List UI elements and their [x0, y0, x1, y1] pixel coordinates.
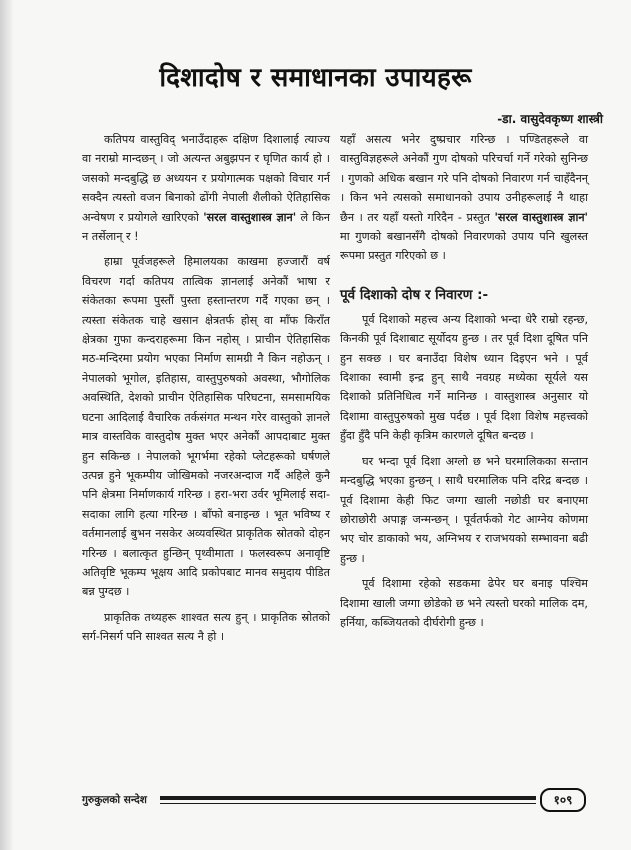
right-paragraph-3: घर भन्दा पूर्व दिशा अग्लो छ भने घरमालिकका सन्तान मन्दबुद्धि भएका हुन्छन् । साथै घरमालिक पनि दरिद्र बन्दछ । पूर्व दिशामा केही फिट जग्गा खाली नछोडी घर बनाएमा छोराछोरी अपाङ्ग जन्मन्छन् । पूर्वतर्फको गेट आग्नेय कोणमा भए चोर डाकाको भय, अग्निभय र राजभयको सम्भावना बढी हुन्छ ।	[340, 454, 588, 565]
page-edge-shadow	[0, 0, 14, 850]
book-title-highlight: 'सरल वास्तुशास्त्र ज्ञान'	[203, 210, 297, 224]
footer-rule-thick	[160, 796, 536, 800]
right-column	[340, 130, 588, 638]
left-paragraph-1: कतिपय वास्तुविद् भनाउँदाहरू दक्षिण दिशालाई त्याज्य वा नराम्रो मान्दछन् । जो अत्यन्त अबुझपन र घृणित कार्य हो । जसको मन्दबुद्धि छ अध्ययन र प्रयोगात्मक पक्षको विचार गर्न सक्दैन त्यस्तो वजन बिनाको ढोंगी नेपाली शैलीको ऐतिहासिक अन्वेषण र प्रयोगले खारिएको 'सरल वास्तुशास्त्र ज्ञान' ले किन न तर्सेलान् र !	[82, 133, 330, 244]
section-heading: पूर्व दिशाको दोष र निवारण :-	[340, 286, 489, 303]
publication-name: गुरुकुलको सन्देश	[82, 794, 147, 806]
right-paragraph-2: पूर्व दिशाको महत्त्व अन्य दिशाको भन्दा धेरै राम्रो रहन्छ, किनकी पूर्व दिशाबाट सूर्योदय हुन्छ । तर पूर्व दिशा दूषित पनि हुन सक्छ । घर बनाउँदा विशेष ध्यान दिइएन भने । पूर्व दिशाका स्वामी इन्द्र हुन् साथै नवग्रह मध्येका सूर्यले यस दिशाको प्रतिनिधित्व गर्ने मानिन्छ । वास्तुशास्त्र अनुसार यो दिशामा वास्तुपुरुषको मुख पर्दछ । पूर्व दिशा विशेष महत्त्वको हुँदा हुँदै पनि केही कृत्रिम कारणले दूषित बन्दछ ।	[340, 312, 588, 443]
right-paragraph-1: यहाँ असत्य भनेर दुष्प्रचार गरिन्छ । पण्डितहरूले वा वास्तुविज्ञहरूले अनेकौं गुण दोषको परिचर्चा गर्ने गरेको सुनिन्छ । गुणको अधिक बखान गरे पनि दोषको निवारण गर्न चाहँदैनन् । किन भने त्यसको समाधानको उपाय उनीहरूलाई नै थाहा छैन । तर यहाँ यस्तो गरिदैन - प्रस्तुत 'सरल वास्तुशास्त्र ज्ञान' मा गुणको बखानसँगै दोषको निवारणको उपाय पनि खुलस्त रूपमा प्रस्तुत गरिएको छ ।	[340, 133, 588, 263]
article-title: दिशादोष र समाधानका उपायहरू	[159, 63, 472, 93]
left-paragraph-3: प्राकृतिक तथ्यहरू शाश्वत सत्य हुन् । प्राकृतिक स्रोतको सर्ग-निसर्ग पनि साश्वत सत्य नै हो ।	[82, 610, 330, 644]
left-paragraph-2: हाम्रा पूर्वजहरूले हिमालयका काखमा हज्जारौं वर्ष विचरण गर्दा कतिपय तात्विक ज्ञानलाई अनेकौं भाषा र संकेतका रूपमा पुस्तौं पुस्ता हस्तान्तरण गर्दै गएका छन् । त्यस्ता संकेतक चाहे खसान क्षेत्रतर्फ होस् वा माँफ किराँत क्षेत्रका गुफा कन्दराहरूमा किन नहोस् । प्राचीन ऐतिहासिक मठ-मन्दिरमा प्रयोग भएका निर्माण सामग्री नै किन नहोऊन् । नेपालको भूगोल, इतिहास, वास्तुपुरुषको अवस्था, भौगोलिक अवस्थिति, देशको प्राचीन ऐतिहासिक परिघटना, समसामयिक घटना आदिलाई वैचारिक तर्कसंगत मन्थन गरेर वास्तुको ज्ञानले मात्र वास्तविक वास्तुदोष मुक्त भएर अनेकौं आपदाबाट मुक्त हुन सकिन्छ । नेपालको भूगर्भमा रहेको प्लेटहरूको घर्षणले उत्पन्न हुने भूकम्पीय जोखिमको नजरअन्दाज गर्दै अहिले कुनै पनि क्षेत्रमा निर्माणकार्य गरिन्छ । हरा-भरा उर्वर भूमिलाई सदा-सदाका लागि हत्या गरिन्छ । बाँफो बनाइन्छ । भूत भविष्य र वर्तमानलाई बुभन नसकेर अव्यवस्थित प्राकृतिक स्रोतको दोहन गरिन्छ । बलात्कृत हुन्छिन् पृथ्वीमाता । फलस्वरूप अनावृष्टि अतिवृष्टि भूकम्प भूक्षय आदि प्रकोपबाट मानव समुदाय पीडित बन्न पुग्दछ ।	[82, 255, 330, 599]
left-column	[82, 130, 330, 653]
article-author: -डा. वासुदेवकृष्ण शास्त्री	[497, 112, 603, 126]
footer-rule-thin	[160, 803, 536, 804]
right-paragraph-4: पूर्व दिशामा रहेको सडकमा ढेपेर घर बनाइ पश्चिम दिशामा खाली जग्गा छोडेको छ भने त्यस्तो घरको मालिक दम, हर्निया, कब्जियतको दीर्घरोगी हुन्छ ।	[340, 577, 588, 629]
page-number: १०९	[540, 788, 586, 812]
book-title-highlight: 'सरल वास्तुशास्त्र ज्ञान'	[494, 210, 588, 224]
